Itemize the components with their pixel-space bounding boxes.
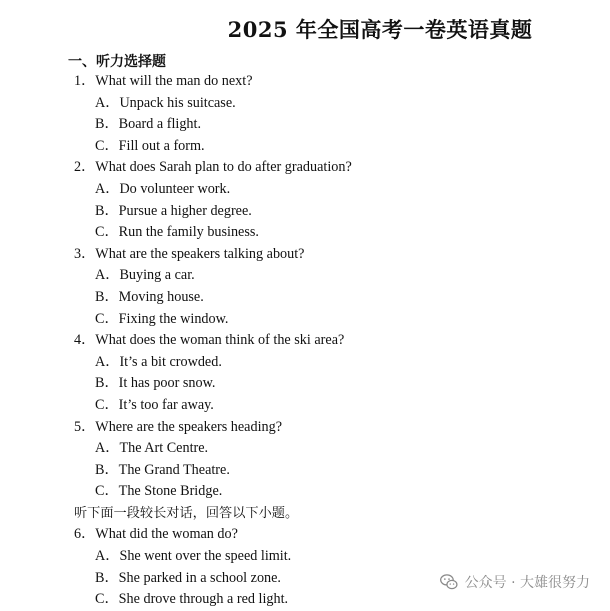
option-text: Do volunteer work. xyxy=(119,180,231,197)
option-text: Board a flight. xyxy=(118,116,202,133)
option-letter: C． xyxy=(95,137,119,154)
option-letter: B． xyxy=(95,202,119,219)
option-text: It has poor snow. xyxy=(118,375,216,392)
option-letter: C． xyxy=(95,224,119,241)
question-1-option-a xyxy=(74,93,594,115)
option-text: Fixing the window. xyxy=(118,310,229,327)
question-5 xyxy=(74,417,594,439)
question-number: 4． xyxy=(74,332,96,349)
option-letter: C． xyxy=(95,591,119,608)
watermark-text: 公众号 · 大雄很努力 xyxy=(464,575,590,591)
option-letter: C． xyxy=(95,396,119,413)
question-2-option-b xyxy=(74,201,594,223)
question-number: 5． xyxy=(74,418,96,435)
option-letter: B． xyxy=(95,461,119,478)
option-letter: A． xyxy=(95,267,120,284)
question-text: What will the man do next? xyxy=(95,73,253,89)
page-title: 2025 年全国高考一卷英语真题 xyxy=(227,17,533,42)
question-6 xyxy=(74,524,594,546)
question-5-option-c xyxy=(74,481,594,503)
question-3-option-b xyxy=(74,287,594,309)
question-3-option-c xyxy=(74,309,594,331)
option-text: The Art Centre. xyxy=(119,440,209,457)
question-text: What does the woman think of the ski area? xyxy=(95,332,345,349)
option-text: Unpack his suitcase. xyxy=(119,94,236,111)
section-heading: 一、听力选择题 xyxy=(68,54,166,70)
option-text: It’s a bit crowded. xyxy=(119,353,222,370)
option-letter: A． xyxy=(95,94,120,111)
watermark xyxy=(439,572,590,592)
option-text: Run the family business. xyxy=(118,224,259,241)
listening-instruction: 听下面一段较长对话，回答以下小题。 xyxy=(74,505,299,521)
question-text: What did the woman do? xyxy=(95,526,238,543)
question-1-option-c xyxy=(74,136,594,158)
option-letter: B． xyxy=(95,375,119,392)
option-letter: A． xyxy=(95,548,120,565)
option-text: Moving house. xyxy=(118,288,204,305)
question-number: 6． xyxy=(74,526,96,543)
question-text: What does Sarah plan to do after graduation? xyxy=(95,159,352,176)
question-text: Where are the speakers heading? xyxy=(95,418,282,435)
option-text: Fill out a form. xyxy=(118,137,205,154)
question-4 xyxy=(74,330,594,352)
option-letter: B． xyxy=(95,569,119,586)
option-text: The Stone Bridge. xyxy=(118,483,223,500)
option-text: She went over the speed limit. xyxy=(119,548,292,565)
option-letter: B． xyxy=(95,288,119,305)
option-text: It’s too far away. xyxy=(118,396,214,413)
wechat-icon xyxy=(439,572,459,592)
option-letter: A． xyxy=(95,353,120,370)
question-2-option-c xyxy=(74,222,594,244)
option-text: She parked in a school zone. xyxy=(118,569,281,586)
question-4-option-a xyxy=(74,352,594,374)
question-6-option-a xyxy=(74,546,594,568)
question-3-option-a xyxy=(74,265,594,287)
question-5-option-b xyxy=(74,460,594,482)
option-letter: B． xyxy=(95,116,119,133)
question-3 xyxy=(74,244,594,266)
option-letter: C． xyxy=(95,310,119,327)
option-text: She drove through a red light. xyxy=(118,591,289,608)
question-5-option-a xyxy=(74,438,594,460)
option-letter: C． xyxy=(95,483,119,500)
question-number: 3． xyxy=(74,245,96,262)
question-6-option-c xyxy=(74,589,594,611)
option-letter: A． xyxy=(95,440,120,457)
option-letter: A． xyxy=(95,180,120,197)
question-list xyxy=(74,71,594,611)
question-number: 1． xyxy=(74,73,96,89)
question-1-option-b xyxy=(74,114,594,136)
question-4-option-b xyxy=(74,373,594,395)
question-2 xyxy=(74,157,594,179)
question-4-option-c xyxy=(74,395,594,417)
question-2-option-a xyxy=(74,179,594,201)
question-1 xyxy=(74,71,594,93)
option-text: Buying a car. xyxy=(119,267,195,284)
option-text: Pursue a higher degree. xyxy=(118,202,252,219)
question-text: What are the speakers talking about? xyxy=(95,245,305,262)
option-text: The Grand Theatre. xyxy=(118,461,230,478)
question-number: 2． xyxy=(74,159,96,176)
